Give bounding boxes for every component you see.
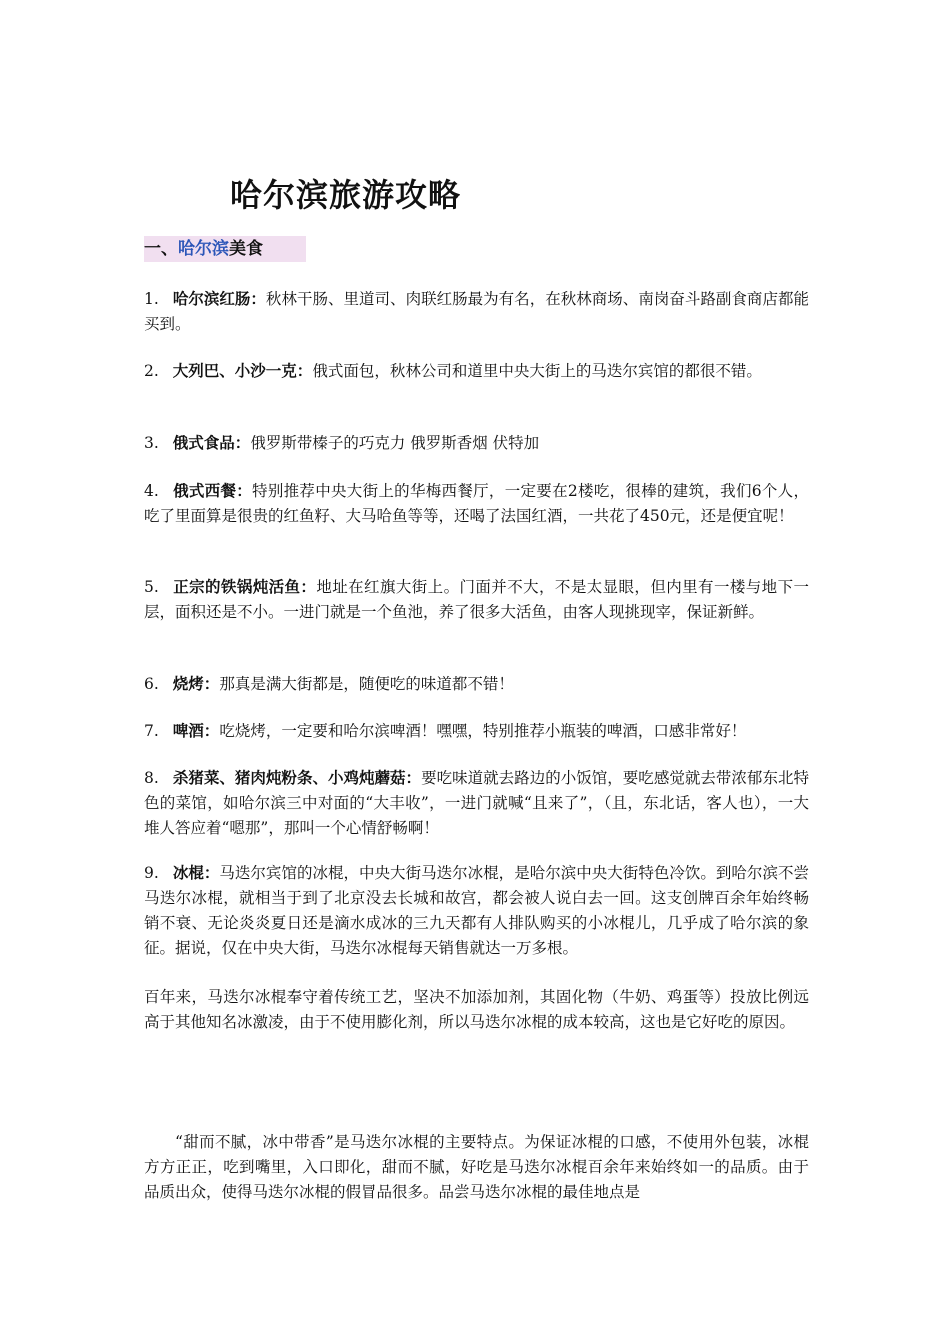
item-label: 冰棍：	[172, 863, 220, 882]
food-item-4	[144, 478, 809, 529]
paragraph-features: “甜而不腻，冰中带香”是马迭尔冰棍的主要特点。为保证冰棍的口感，不使用外包装，冰棍方方正正，吃到嘴里，入口即化，甜而不腻，好吃是马迭尔冰棍百余年来始终如一的品质。由于品质出众，使得马迭尔冰棍的假冒品很多。品尝马迭尔冰棍的最佳地点是	[144, 1133, 809, 1201]
item-label: 俄式西餐：	[172, 481, 253, 500]
item-text: 那真是满大街都是，随便吃的味道都不错！	[219, 675, 514, 693]
food-item-1	[144, 286, 809, 337]
item-text: 吃烧烤，一定要和哈尔滨啤酒！嘿嘿，特别推荐小瓶装的啤酒，口感非常好！	[219, 722, 747, 740]
item-number: 1.	[144, 290, 159, 308]
item-text: 俄式面包，秋林公司和道里中央大街上的马迭尔宾馆的都很不错。	[312, 362, 762, 380]
item-number: 3.	[144, 434, 159, 452]
item-label: 俄式食品：	[172, 433, 251, 452]
item-number: 5.	[144, 578, 159, 596]
item-text: 秋林干肠、里道司、肉联红肠最为有名，在秋林商场、南岗奋斗路副食商店都能买到。	[144, 290, 809, 333]
food-item-3	[144, 430, 809, 456]
item-label: 杀猪菜、猪肉炖粉条、小鸡炖蘑菇：	[172, 768, 422, 787]
section-prefix: 一、	[144, 239, 178, 259]
section-heading-food	[144, 236, 306, 262]
food-item-2	[144, 358, 824, 384]
item-text: 特别推荐中央大街上的华梅西餐厅，一定要在2楼吃，很棒的建筑，我们6个人，吃了里面算是很贵的红鱼籽、大马哈鱼等等，还喝了法国红酒，一共花了450元，还是便宜呢！	[144, 482, 809, 525]
item-number: 9.	[144, 864, 159, 882]
section-city: 哈尔滨	[178, 239, 229, 259]
item-number: 4.	[144, 482, 159, 500]
food-item-5	[144, 574, 809, 625]
food-item-7	[144, 718, 809, 744]
item-label: 啤酒：	[172, 721, 220, 740]
item-text: 地址在红旗大街上。门面并不大，不是太显眼，但内里有一楼与地下一层，面积还是不小。一进门就是一个鱼池，养了很多大活鱼，由客人现挑现宰，保证新鲜。	[144, 578, 809, 621]
item-text: 要吃味道就去路边的小饭馆，要吃感觉就去带浓郁东北特色的菜馆，如哈尔滨三中对面的“大丰收”，一进门就喊“且来了”，（且，东北话，客人也），一大堆人答应着“嗯那”，那叫一个心情舒畅啊！	[144, 769, 809, 837]
item-number: 8.	[144, 769, 159, 787]
item-number: 6.	[144, 675, 159, 693]
page-title: 哈尔滨旅游攻略	[230, 176, 462, 214]
paragraph-history: 百年来，马迭尔冰棍奉守着传统工艺，坚决不加添加剂，其固化物（牛奶、鸡蛋等）投放比例远高于其他知名冰激凌，由于不使用膨化剂，所以马迭尔冰棍的成本较高，这也是它好吃的原因。	[144, 988, 809, 1031]
item-text: 马迭尔宾馆的冰棍，中央大街马迭尔冰棍，是哈尔滨中央大街特色冷饮。到哈尔滨不尝马迭尔冰棍，就相当于到了北京没去长城和故宫，都会被人说白去一回。这支创牌百余年始终畅销不衰、无论炎炎夏日还是滴水成冰的三九天都有人排队购买的小冰棍儿，几乎成了哈尔滨的象征。据说，仅在中央大街，马迭尔冰棍每天销售就达一万多根。	[144, 864, 809, 957]
food-item-8	[144, 765, 809, 841]
item-text: 俄罗斯带榛子的巧克力 俄罗斯香烟 伏特加	[250, 434, 540, 452]
item-number: 2.	[144, 362, 159, 380]
item-number: 7.	[144, 722, 159, 740]
section-suffix: 美食	[229, 239, 263, 259]
food-item-6	[144, 671, 809, 697]
item-label: 烧烤：	[172, 674, 220, 693]
item-label: 哈尔滨红肠：	[172, 289, 266, 308]
item-label: 大列巴、小沙一克：	[172, 361, 313, 380]
food-item-9	[144, 860, 809, 961]
item-label: 正宗的铁锅炖活鱼：	[172, 577, 317, 596]
